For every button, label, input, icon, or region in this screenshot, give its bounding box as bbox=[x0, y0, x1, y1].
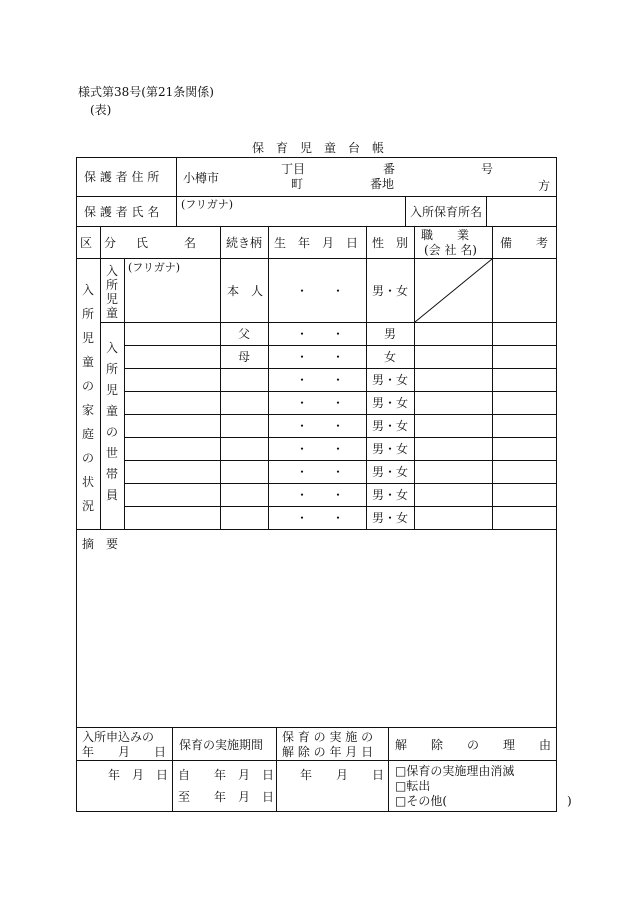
row-gender: 男・女 bbox=[372, 488, 409, 502]
address-kata: 方 bbox=[538, 179, 551, 193]
row-relation: 母 bbox=[238, 350, 251, 364]
apply-date-label: 入所申込みの bbox=[82, 730, 155, 744]
address-banchi: 番地 bbox=[370, 177, 395, 191]
address-ban: 番 bbox=[383, 162, 396, 176]
row-birth: ・ ・ bbox=[296, 396, 345, 410]
reason-checkbox-1[interactable]: □保育の実施理由消滅 bbox=[395, 764, 515, 778]
row-birth: ・ ・ bbox=[296, 373, 345, 387]
row-gender: 男・女 bbox=[372, 465, 409, 479]
row-birth: ・ ・ bbox=[296, 465, 345, 479]
household-label: 入所児童の世帯員 bbox=[105, 341, 118, 502]
address-city: 小樽市 bbox=[183, 171, 220, 185]
row-birth: ・ ・ bbox=[296, 488, 345, 502]
apply-date-label-sub: 年 月 日 bbox=[82, 745, 167, 759]
col-relation: 続き柄 bbox=[226, 236, 263, 250]
col-notes: 備 考 bbox=[500, 236, 549, 250]
row-gender: 男 bbox=[384, 327, 397, 341]
col-job: 職 業 bbox=[421, 228, 470, 242]
row-gender: 男・女 bbox=[372, 419, 409, 433]
nursery-label: 入所保育所名 bbox=[410, 205, 483, 219]
release-reason-label: 解 除 の 理 由 bbox=[395, 738, 552, 752]
form-number: 様式第38号(第21条関係) bbox=[78, 85, 214, 99]
period-label: 保育の実施期間 bbox=[179, 738, 264, 752]
child-furigana: (フリガナ) bbox=[128, 261, 181, 274]
child-birth: ・ ・ bbox=[296, 284, 345, 298]
release-date-value: 年 月 日 bbox=[300, 768, 385, 782]
period-from: 自 年 月 日 bbox=[178, 768, 275, 782]
guardian-address-label: 保 護 者 住 所 bbox=[84, 170, 160, 184]
diagonal-slash bbox=[414, 258, 493, 323]
release-date-label: 保 育 の 実 施 の bbox=[282, 730, 374, 744]
col-company: (会 社 名) bbox=[424, 243, 477, 257]
row-gender: 男・女 bbox=[372, 511, 409, 525]
release-date-label-sub: 解 除 の 年 月 日 bbox=[282, 745, 374, 759]
address-go: 号 bbox=[481, 162, 494, 176]
form-side: (表) bbox=[90, 103, 112, 117]
row-relation: 父 bbox=[238, 327, 251, 341]
row-birth: ・ ・ bbox=[296, 442, 345, 456]
row-birth: ・ ・ bbox=[296, 419, 345, 433]
child-relation: 本 人 bbox=[227, 284, 264, 298]
guardian-name-label: 保 護 者 氏 名 bbox=[84, 205, 160, 219]
row-birth: ・ ・ bbox=[296, 350, 345, 364]
apply-date-value: 年 月 日 bbox=[108, 768, 169, 782]
col-name: 氏 名 bbox=[136, 236, 197, 250]
reason-checkbox-3[interactable]: □その他( ) bbox=[395, 794, 572, 808]
period-to: 至 年 月 日 bbox=[178, 790, 275, 804]
summary-label: 摘 要 bbox=[82, 537, 119, 551]
reason-checkbox-2[interactable]: □転出 bbox=[395, 779, 431, 793]
row-gender: 男・女 bbox=[372, 396, 409, 410]
guardian-furigana: (フリガナ) bbox=[181, 198, 234, 211]
page-title: 保 育 児 童 台 帳 bbox=[252, 141, 385, 155]
col-birthdate: 生 年 月 日 bbox=[274, 236, 359, 250]
row-gender: 女 bbox=[384, 350, 397, 364]
row-birth: ・ ・ bbox=[296, 511, 345, 525]
row-gender: 男・女 bbox=[372, 442, 409, 456]
address-machi: 町 bbox=[291, 177, 304, 191]
row-birth: ・ ・ bbox=[296, 327, 345, 341]
col-kubun: 区 分 bbox=[80, 236, 117, 250]
child-label: 入所児童 bbox=[105, 264, 118, 320]
child-gender: 男・女 bbox=[372, 284, 409, 298]
row-gender: 男・女 bbox=[372, 373, 409, 387]
family-status-label: 入所児童の家庭の状況 bbox=[81, 283, 94, 513]
col-gender: 性 別 bbox=[372, 236, 409, 250]
address-chome: 丁目 bbox=[281, 162, 306, 176]
